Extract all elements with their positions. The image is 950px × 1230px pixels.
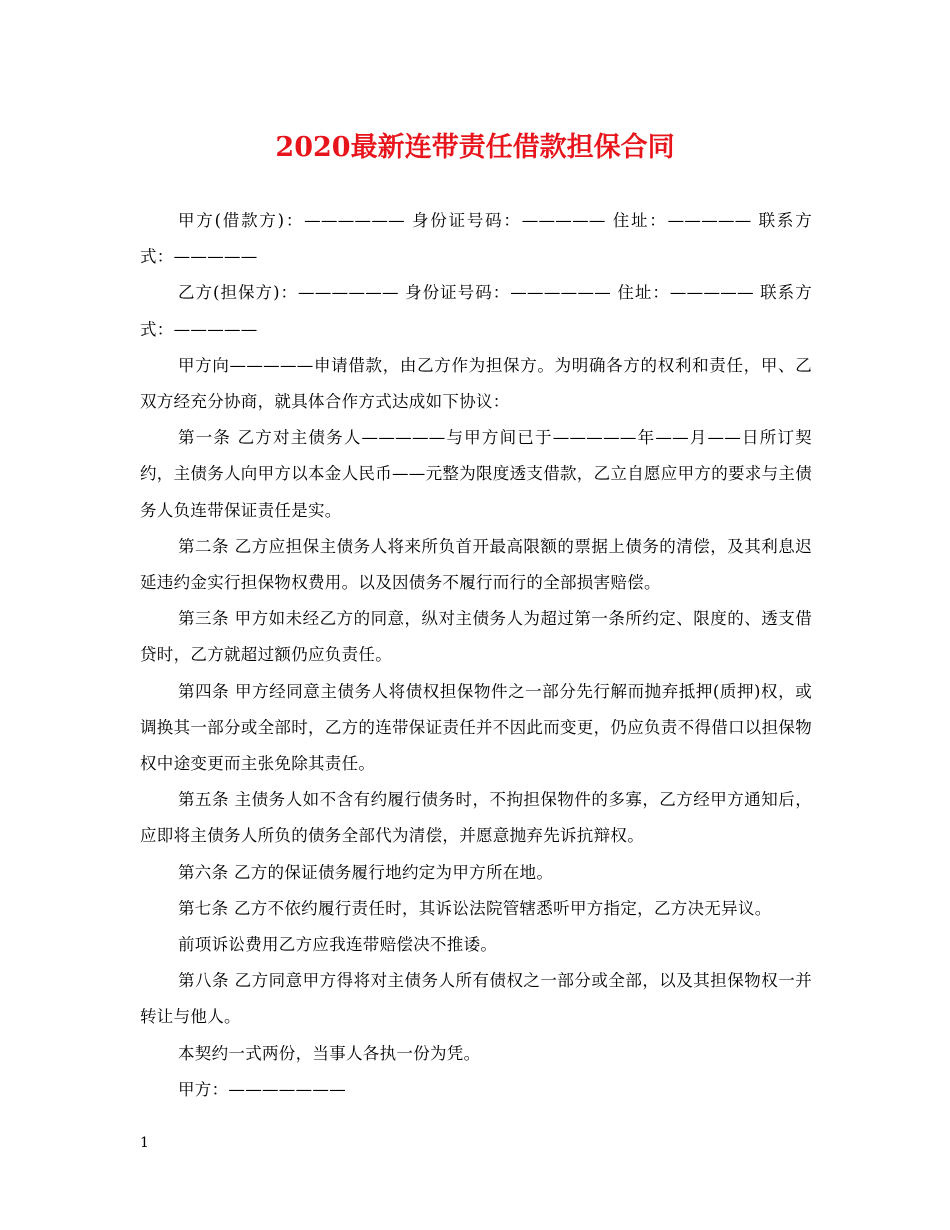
article-4: 第四条 甲方经同意主债务人将债权担保物件之一部分先行解而抛弃抵押(质押)权，或调换其一部分或全部时，乙方的连带保证责任并不因此而变更，仍应负责不得借口以担保物权中途变更而主张免除其责任。 (140, 681, 812, 774)
article-2: 第二条 乙方应担保主债务人将来所负首开最高限额的票据上债务的清偿，及其利息迟延违约金实行担保物权费用。以及因债务不履行而行的全部损害赔偿。 (140, 536, 812, 593)
article-7: 第七条 乙方不依约履行责任时，其诉讼法院管辖悉听甲方指定，乙方决无异议。 (178, 898, 772, 918)
article-3: 第三条 甲方如未经乙方的同意，纵对主债务人为超过第一条所约定、限度的、透支借贷时，乙方就超过额仍应负责任。 (140, 609, 812, 665)
litigation-cost-clause: 前项诉讼费用乙方应我连带赔偿决不推诿。 (178, 935, 498, 955)
article-5: 第五条 主债务人如不含有约履行债务时，不拘担保物件的多寡，乙方经甲方通知后，应即将主债务人所负的债务全部代为清偿，并愿意抛弃先诉抗辩权。 (140, 790, 812, 846)
article-8: 第八条 乙方同意甲方得将对主债务人所有债权之一部分或全部，以及其担保物权一并转让与他人。 (140, 971, 812, 1027)
contract-body (140, 203, 812, 1108)
page-number: 1 (140, 1135, 149, 1151)
copies-clause: 本契约一式两份，当事人各执一份为凭。 (178, 1043, 481, 1063)
preamble: 甲方向—————申请借款，由乙方作为担保方。为明确各方的权利和责任，甲、乙双方经充分协商，就具体合作方式达成如下协议： (140, 355, 812, 412)
party-a-signature-line: 甲方：——————— (178, 1079, 346, 1099)
party-a-info: 甲方(借款方)：—————— 身份证号码：————— 住址：————— 联系方式：————— (140, 211, 812, 267)
party-b-info: 乙方(担保方)：—————— 身份证号码：—————— 住址：————— 联系方式：————— (140, 283, 812, 339)
document-title: 2020最新连带责任借款担保合同 (275, 132, 675, 163)
article-1: 第一条 乙方对主债务人—————与甲方间已于—————年——月——日所订契约，主债务人向甲方以本金人民币——元整为限度透支借款，乙立自愿应甲方的要求与主债务人负连带保证责任是实。 (140, 428, 812, 520)
article-6: 第六条 乙方的保证债务履行地约定为甲方所在地。 (178, 862, 554, 882)
